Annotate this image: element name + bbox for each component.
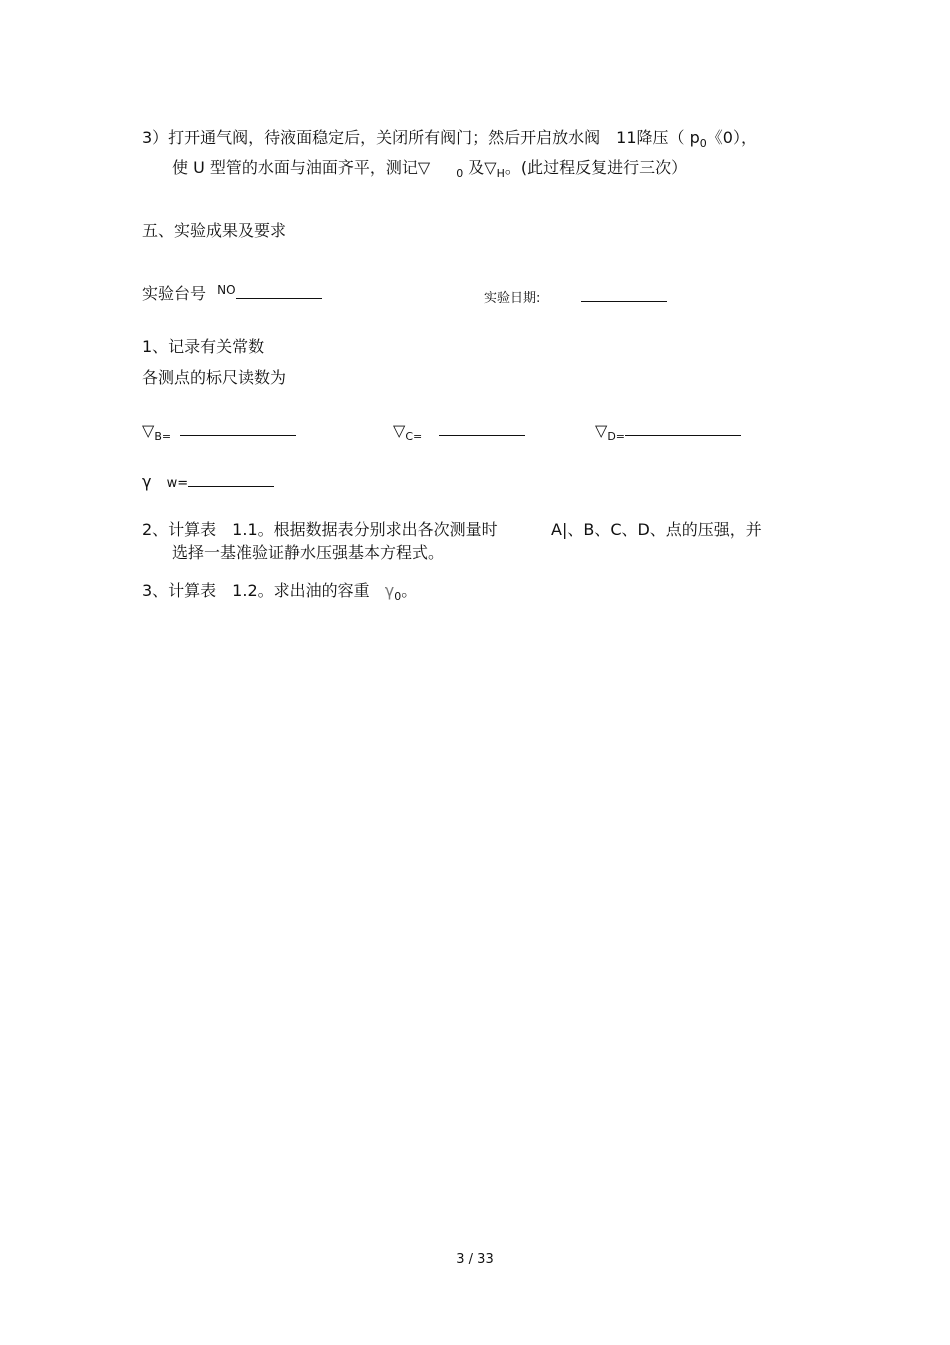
item2-line1-end: A|、B、C、D、点的压强，并 — [551, 520, 762, 539]
section-title: 五、实验成果及要求 — [142, 221, 287, 240]
page-number: 3 / 33 — [456, 1252, 494, 1267]
step3-line1: 3）打开通气阀，待液面稳定后，关闭所有阀门；然后开启放水阀 11降压（ $p_0$《0）， — [142, 128, 757, 150]
reading-b-blank — [180, 421, 296, 436]
step3-line2: 使 U 型管的水面与油面齐平，测记▽ $_0$ 及$▽_H$。(此过程反复进行三次） — [172, 158, 688, 180]
date-blank — [581, 287, 667, 302]
bench-number-blank — [236, 284, 322, 299]
gamma-water-row: γ w= — [142, 472, 274, 494]
bench-number-row: 实验台号 $^{NO}$ — [142, 284, 322, 305]
item2-line2: 选择一基准验证静水压强基本方程式。 — [172, 543, 445, 562]
reading-d: $▽_{D=}$ — [595, 421, 741, 443]
reading-c-blank — [439, 421, 525, 436]
item1-title: 1、记录有关常数 — [142, 337, 265, 356]
reading-d-blank — [625, 421, 741, 436]
date-row: 实验日期: — [484, 287, 667, 309]
gamma-water-blank — [188, 472, 274, 487]
item1-subtitle: 各测点的标尺读数为 — [142, 368, 287, 387]
item3-line: 3、计算表 1.2。求出油的容重 $\gamma_0$。 — [142, 581, 418, 603]
item2-line1: 2、计算表 1.1。根据数据表分别求出各次测量时 — [142, 520, 498, 539]
reading-c: $▽_{C=}$ — [393, 421, 525, 443]
reading-b: $▽_{B=}$ — [142, 421, 296, 443]
